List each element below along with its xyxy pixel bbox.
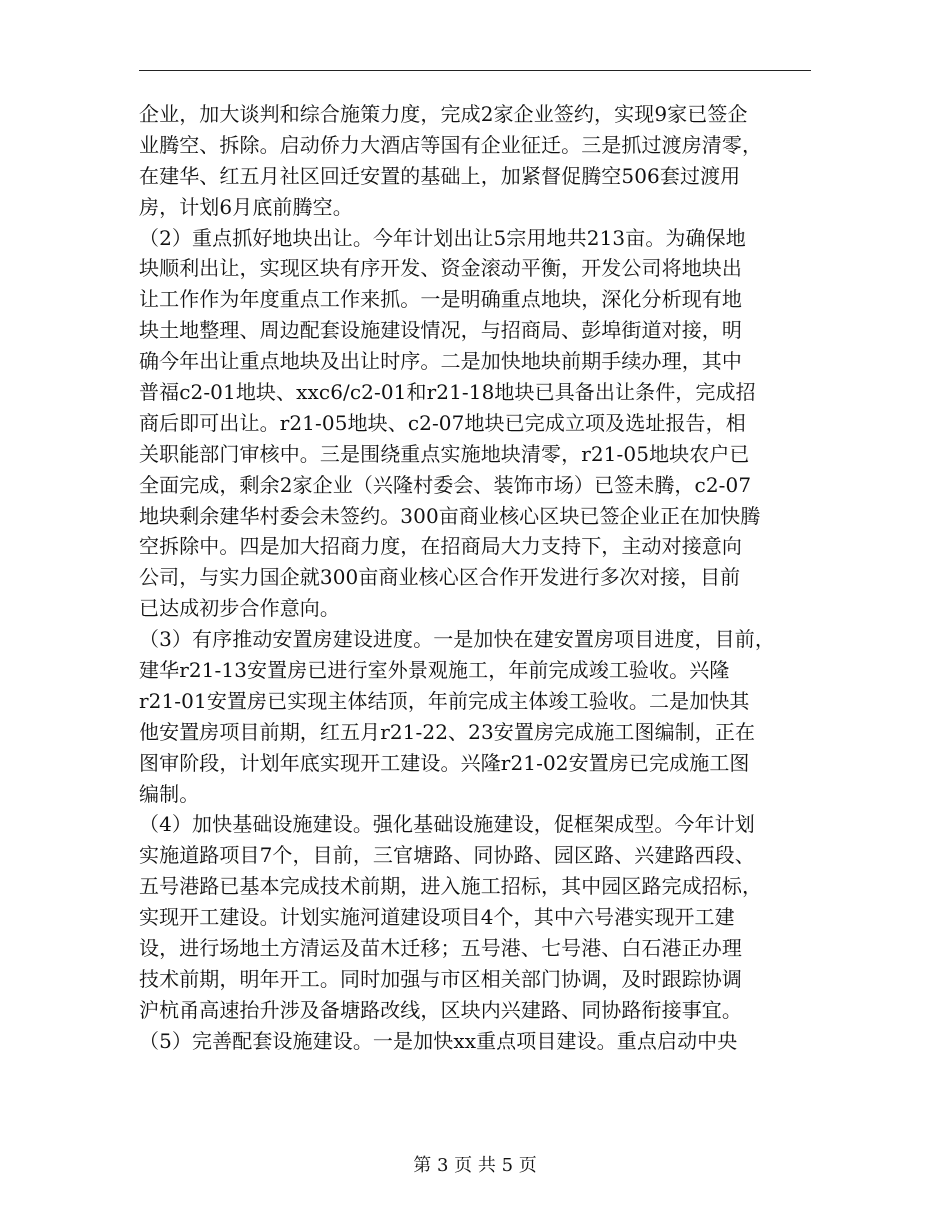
text-line: （4）加快基础设施建设。强化基础设施建设，促框架成型。今年计划 [139, 812, 755, 837]
text-line: 技术前期，明年开工。同时加强与市区相关部门协调，及时跟踪协调 [139, 966, 742, 991]
text-line: 房，计划6月底前腾空。 [139, 194, 353, 219]
text-line: r21-01安置房已实现主体结顶，年前完成主体竣工验收。二是加快其 [139, 688, 750, 713]
text-line: 商后即可出让。r21-05地块、c2-07地块已完成立项及选址报告，相 [139, 410, 746, 435]
text-line: 实现开工建设。计划实施河道建设项目4个，其中六号港实现开工建 [139, 905, 735, 930]
text-line: 确今年出让重点地块及出让时序。二是加快地块前期手续办理，其中 [139, 349, 742, 374]
text-line: 他安置房项目前期，红五月r21-22、23安置房完成施工图编制，正在 [139, 719, 756, 744]
text-line: 建华r21-13安置房已进行室外景观施工，年前完成竣工验收。兴隆 [139, 658, 730, 683]
document-body [139, 99, 819, 1057]
text-line: 块土地整理、周边配套设施建设情况，与招商局、彭埠街道对接，明 [139, 318, 742, 343]
text-line: 沪杭甬高速抬升涉及备塘路改线，区块内兴建路、同协路衔接事宜。 [139, 997, 742, 1022]
text-line: 编制。 [139, 781, 200, 806]
text-line: 实施道路项目7个，目前，三官塘路、同协路、园区路、兴建路西段、 [139, 843, 755, 868]
text-line: 公司，与实力国企就300亩商业核心区合作开发进行多次对接，目前 [139, 565, 741, 590]
page-number: 第 3 页 共 5 页 [413, 1155, 537, 1176]
text-line: 地块剩余建华村委会未签约。300亩商业核心区块已签企业正在加快腾 [139, 503, 761, 528]
text-line: 普福c2-01地块、xxc6/c2-01和r21-18地块已具备出让条件，完成招 [139, 380, 756, 405]
text-line: （5）完善配套设施建设。一是加快xx重点项目建设。重点启动中央 [139, 1028, 738, 1053]
header-rule [139, 70, 811, 71]
text-line: 块顺利出让，实现区块有序开发、资金滚动平衡，开发公司将地块出 [139, 256, 742, 281]
text-line: 企业，加大谈判和综合施策力度，完成2家企业签约，实现9家已签企 [139, 102, 748, 126]
text-line: （3）有序推动安置房建设进度。一是加快在建安置房项目进度，目前， [139, 627, 775, 652]
text-line: 设，进行场地土方清运及苗木迁移；五号港、七号港、白石港正办理 [139, 936, 742, 961]
text-line: 空拆除中。四是加大招商力度，在招商局大力支持下，主动对接意向 [139, 534, 742, 559]
text-line: （2）重点抓好地块出让。今年计划出让5宗用地共213亩。为确保地 [139, 225, 746, 250]
text-line: 全面完成，剩余2家企业（兴隆村委会、装饰市场）已签未腾，c2-07 [139, 472, 752, 497]
text-line: 五号港路已基本完成技术前期，进入施工招标，其中园区路完成招标， [139, 874, 763, 899]
text-line: 关职能部门审核中。三是围绕重点实施地块清零，r21-05地块农户已 [139, 441, 750, 466]
text-line: 在建华、红五月社区回迁安置的基础上，加紧督促腾空506套过渡用 [139, 163, 741, 188]
text-line: 已达成初步合作意向。 [139, 596, 340, 621]
text-line: 让工作作为年度重点工作来抓。一是明确重点地块，深化分析现有地 [139, 287, 742, 312]
text-line: 图审阶段，计划年底实现开工建设。兴隆r21-02安置房已完成施工图 [139, 750, 750, 775]
text-line: 业腾空、拆除。启动侨力大酒店等国有企业征迁。三是抓过渡房清零， [139, 132, 763, 157]
